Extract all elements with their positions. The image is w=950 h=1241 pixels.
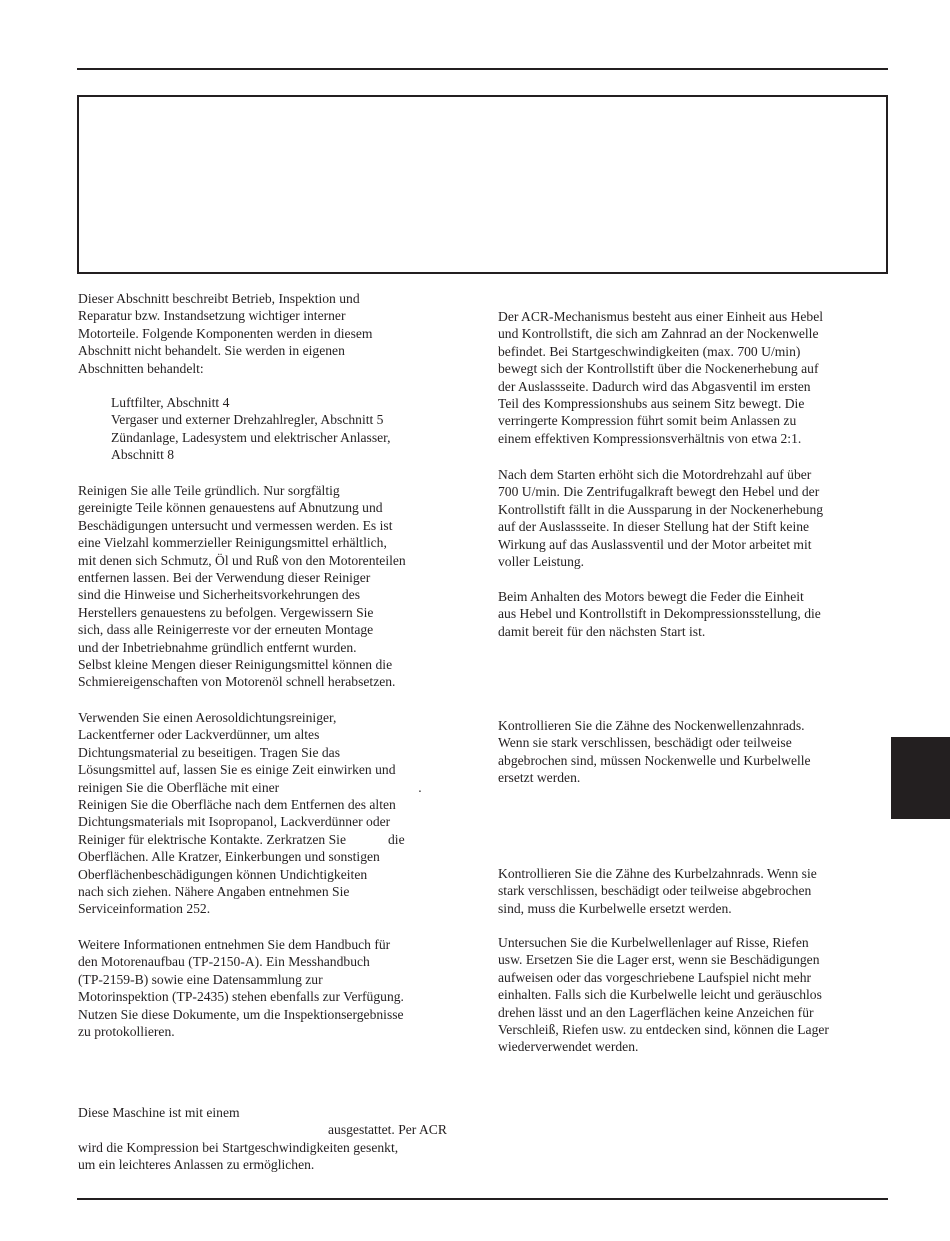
text-line: aus Hebel und Kontrollstift in Dekompressionsstellung, die bbox=[498, 606, 821, 622]
text-line: befindet. Bei Startgeschwindigkeiten (max. 700 U/min) bbox=[498, 343, 801, 359]
list-item: Zündanlage, Ladesystem und elektrischer Anlasser, bbox=[111, 429, 391, 445]
text-line: Dichtungsmaterials mit Isopropanol, Lackverdünner oder bbox=[78, 814, 391, 830]
intro-paragraph bbox=[78, 290, 470, 377]
text-line: Reinigen Sie die Oberfläche nach dem Entfernen des alten bbox=[78, 797, 396, 813]
text-line: abgebrochen sind, müssen Nockenwelle und Kurbelwelle bbox=[498, 752, 811, 768]
text-line bbox=[78, 779, 470, 796]
text-fragment: Reiniger für elektrische Kontakte. Zerkratzen Sie bbox=[78, 831, 346, 847]
excluded-components-list bbox=[78, 394, 470, 464]
acr-mechanism-paragraph bbox=[498, 308, 890, 447]
list-item: Luftfilter, Abschnitt 4 bbox=[111, 395, 230, 410]
top-rule bbox=[77, 68, 888, 70]
text-line: stark verschlissen, beschädigt oder teilweise abgebrochen bbox=[498, 883, 812, 899]
text-line: drehen lässt und an den Lagerflächen keine Anzeichen für bbox=[498, 1004, 814, 1020]
text-line: Wenn sie stark verschlissen, beschädigt oder teilweise bbox=[498, 735, 792, 751]
crank-gear-paragraph bbox=[498, 865, 890, 917]
text-line: zu protokollieren. bbox=[78, 1024, 175, 1040]
text-line: Lösungsmittel auf, lassen Sie es einige Zeit einwirken und bbox=[78, 762, 396, 778]
text-fragment: reinigen Sie die Oberfläche mit einer bbox=[78, 779, 280, 795]
text-line: und Kontrollstift, die sich am Zahnrad an der Nockenwelle bbox=[498, 326, 819, 342]
text-line: der Auslassseite. Dadurch wird das Abgasventil im ersten bbox=[498, 378, 811, 394]
text-line: Nach dem Starten erhöht sich die Motordrehzahl auf über bbox=[498, 467, 812, 482]
text-line: Lackentferner oder Lackverdünner, um altes bbox=[78, 727, 320, 743]
text-fragment: die bbox=[388, 831, 405, 847]
text-line: auf der Auslassseite. In dieser Stellung hat der Stift keine bbox=[498, 519, 810, 535]
text-line: gereinigte Teile können genauestens auf Abnutzung und bbox=[78, 500, 383, 516]
text-line: Der ACR-Mechanismus besteht aus einer Einheit aus Hebel bbox=[498, 309, 824, 324]
acr-intro-paragraph bbox=[78, 1104, 470, 1174]
text-line: Wirkung auf das Auslassventil und der Motor arbeitet mit bbox=[498, 536, 812, 552]
text-line: Dichtungsmaterial zu beseitigen. Tragen Sie das bbox=[78, 744, 341, 760]
text-line: einem effektiven Kompressionsverhältnis von etwa 2:1. bbox=[498, 430, 802, 446]
list-item: Abschnitt 8 bbox=[111, 447, 175, 463]
text-line: Verwenden Sie einen Aerosoldichtungsreiniger, bbox=[78, 710, 337, 725]
text-fragment: . bbox=[418, 779, 422, 795]
text-line: sind die Hinweise und Sicherheitsvorkehrungen des bbox=[78, 587, 361, 603]
text-line: Untersuchen Sie die Kurbelwellenlager auf Risse, Riefen bbox=[498, 935, 809, 950]
text-line: mit denen sich Schmutz, Öl und Ruß von den Motorenteilen bbox=[78, 552, 406, 568]
after-start-paragraph bbox=[498, 466, 890, 570]
text-line bbox=[78, 831, 470, 848]
text-line: Selbst kleine Mengen dieser Reinigungsmittel können die bbox=[78, 657, 393, 673]
gasket-paragraph bbox=[78, 709, 470, 918]
text-line: Beim Anhalten des Motors bewegt die Feder die Einheit bbox=[498, 589, 804, 604]
info-paragraph bbox=[78, 936, 470, 1040]
text-line: Dieser Abschnitt beschreibt Betrieb, Inspektion und bbox=[78, 291, 360, 306]
text-line: und der Inbetriebnahme gründlich entfernt wurden. bbox=[78, 639, 357, 655]
text-fragment: ausgestattet. Per ACR bbox=[328, 1122, 447, 1138]
text-line: Kontrollieren Sie die Zähne des Kurbelzahnrads. Wenn sie bbox=[498, 866, 817, 881]
text-line: Weitere Informationen entnehmen Sie dem Handbuch für bbox=[78, 937, 391, 952]
text-line: sind, muss die Kurbelwelle ersetzt werden. bbox=[498, 900, 732, 916]
text-line: Herstellers genauestens zu befolgen. Vergewissern Sie bbox=[78, 604, 374, 620]
text-line: aufweisen oder das vorgeschriebene Laufspiel nicht mehr bbox=[498, 969, 812, 985]
text-line: 700 U/min. Die Zentrifugalkraft bewegt den Hebel und der bbox=[498, 484, 820, 500]
text-line: wiederverwendet werden. bbox=[498, 1039, 639, 1055]
text-line: bewegt sich der Kontrollstift über die Nockenerhebung auf bbox=[498, 361, 819, 377]
text-line: Kontrollstift fällt in die Aussparung in der Nockenerhebung bbox=[498, 501, 824, 517]
text-line: Oberflächen. Alle Kratzer, Einkerbungen und sonstigen bbox=[78, 849, 380, 865]
text-line: Schmiereigenschaften von Motorenöl schnell herabsetzen. bbox=[78, 674, 396, 690]
text-line: Reinigen Sie alle Teile gründlich. Nur sorgfältig bbox=[78, 483, 340, 498]
text-line: Oberflächenbeschädigungen können Undichtigkeiten bbox=[78, 866, 368, 882]
text-line: wird die Kompression bei Startgeschwindigkeiten gesenkt, bbox=[78, 1139, 399, 1155]
text-line: einhalten. Falls sich die Kurbelwelle leicht und geräuschlos bbox=[498, 987, 822, 1003]
camshaft-gear-paragraph bbox=[498, 717, 890, 787]
text-line: (TP-2159-B) sowie eine Datensammlung zur bbox=[78, 971, 323, 987]
bottom-rule bbox=[77, 1198, 888, 1200]
text-line: Abschnitt nicht behandelt. Sie werden in eigenen bbox=[78, 343, 345, 359]
text-line: den Motorenaufbau (TP-2150-A). Ein Messhandbuch bbox=[78, 954, 370, 970]
text-line: Nutzen Sie diese Dokumente, um die Inspektionsergebnisse bbox=[78, 1006, 404, 1022]
text-line: Beschädigungen untersucht und vermessen werden. Es ist bbox=[78, 517, 393, 533]
text-line bbox=[78, 1121, 470, 1138]
list-item: Vergaser und externer Drehzahlregler, Abschnitt 5 bbox=[111, 412, 384, 428]
text-line: Motorteile. Folgende Komponenten werden in diesem bbox=[78, 325, 373, 341]
cleaning-paragraph bbox=[78, 482, 470, 691]
text-line: ersetzt werden. bbox=[498, 770, 581, 786]
text-line: Serviceinformation 252. bbox=[78, 901, 211, 917]
text-line: um ein leichteres Anlassen zu ermöglichen. bbox=[78, 1157, 315, 1173]
text-line: Reparatur bzw. Instandsetzung wichtiger interner bbox=[78, 308, 346, 324]
engine-stop-paragraph bbox=[498, 588, 890, 640]
bearings-paragraph bbox=[498, 934, 890, 1056]
header-box bbox=[77, 95, 888, 274]
text-line: damit bereit für den nächsten Start ist. bbox=[498, 623, 706, 639]
text-line: Kontrollieren Sie die Zähne des Nockenwellenzahnrads. bbox=[498, 718, 805, 733]
section-tab bbox=[891, 737, 950, 819]
text-line: Diese Maschine ist mit einem bbox=[78, 1105, 240, 1120]
text-line: entfernen lassen. Bei der Verwendung dieser Reiniger bbox=[78, 570, 371, 586]
text-line: verringerte Kompression führt somit beim Anlassen zu bbox=[498, 413, 797, 429]
text-line: Abschnitten behandelt: bbox=[78, 360, 204, 376]
text-line: sich, dass alle Reinigerreste vor der erneuten Montage bbox=[78, 622, 374, 638]
text-line: eine Vielzahl kommerzieller Reinigungsmittel erhältlich, bbox=[78, 535, 387, 551]
text-line: usw. Ersetzen Sie die Lager erst, wenn sie Beschädigungen bbox=[498, 952, 820, 968]
text-line: nach sich ziehen. Nähere Angaben entnehmen Sie bbox=[78, 884, 350, 900]
text-line: Verschleiß, Riefen usw. zu entdecken sind, können die Lager bbox=[498, 1022, 829, 1038]
text-line: Motorinspektion (TP-2435) stehen ebenfalls zur Verfügung. bbox=[78, 989, 404, 1005]
text-line: Teil des Kompressionshubs aus seinem Sitz bewegt. Die bbox=[498, 396, 805, 412]
text-line: voller Leistung. bbox=[498, 554, 585, 570]
